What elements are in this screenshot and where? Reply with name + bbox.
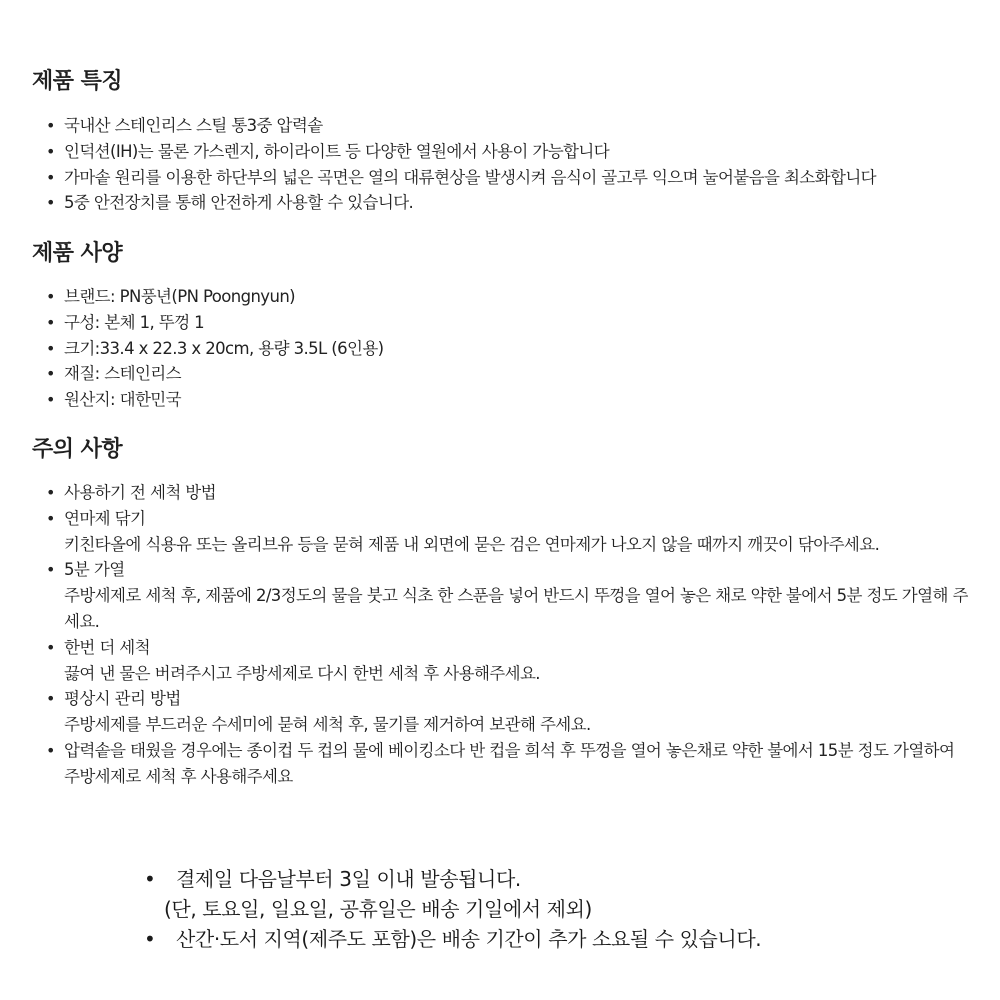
list-item-text: 국내산 스테인리스 스틸 통3중 압력솥: [64, 116, 323, 135]
bullet-icon: •: [46, 689, 55, 709]
list-item-text: 재질: 스테인리스: [64, 364, 181, 384]
bullet-icon: •: [46, 167, 55, 187]
list-item: [32, 165, 876, 191]
shipping-notice: [140, 864, 761, 954]
bullet-icon: •: [144, 867, 156, 891]
bullet-icon: •: [144, 927, 156, 951]
bullet-icon: •: [46, 364, 55, 384]
bullet-icon: •: [46, 287, 55, 306]
list-item-detail: 끓여 낸 물은 버려주시고 주방세제로 다시 한번 세척 후 사용해주세요.: [64, 663, 540, 683]
list-item-detail: 주방세제로 세척 후, 제품에 2/3정도의 물을 붓고 식초 한 스푼을 넣어 반드시 뚜껑을 열어 놓은 채로 약한 불에서 5분 정도 가열해 주세요.: [64, 586, 968, 631]
bullet-icon: •: [46, 141, 55, 161]
bullet-icon: •: [46, 390, 55, 410]
list-item-label: 평상시 관리 방법: [64, 689, 181, 709]
list-item-text: 인덕션(IH)는 물론 가스렌지, 하이라이트 등 다양한 열원에서 사용이 가능합니다: [64, 141, 610, 161]
list-item: [32, 686, 969, 738]
list-item: [32, 387, 384, 413]
list-item: [32, 361, 384, 387]
list-item: [32, 190, 876, 216]
bullet-icon: •: [46, 508, 55, 528]
shipping-text: 결제일 다음날부터 3일 이내 발송됩니다.: [176, 867, 521, 891]
list-item-label: 연마제 닦기: [64, 508, 146, 528]
bullet-icon: •: [46, 116, 55, 135]
list-item-label: 한번 더 세척: [64, 637, 150, 657]
bullet-icon: •: [46, 483, 55, 502]
list-item-text: 크기:33.4 x 22.3 x 20cm, 용량 3.5L (6인용): [64, 338, 384, 358]
bullet-icon: •: [46, 312, 55, 332]
list-item: [140, 864, 761, 924]
list-item-detail: 주방세제를 부드러운 수세미에 묻혀 세척 후, 물기를 제거하여 보관해 주세요.: [64, 715, 591, 735]
shipping-list: [140, 864, 761, 954]
specs-heading: 제품 사양: [32, 241, 123, 266]
list-item: [32, 139, 876, 165]
list-item-text: 5중 안전장치를 통해 안전하게 사용할 수 있습니다.: [64, 193, 414, 213]
list-item-text: 브랜드: PN풍년(PN Poongnyun): [64, 287, 296, 306]
cautions-list: [32, 480, 969, 790]
bullet-icon: •: [46, 740, 55, 760]
list-item-text: 가마솥 원리를 이용한 하단부의 넓은 곡면은 열의 대류현상을 발생시켜 음식이 골고루 익으며 눌어붙음을 최소화합니다: [64, 167, 876, 187]
list-item-text: 구성: 본체 1, 뚜껑 1: [64, 312, 205, 332]
list-item: [32, 310, 384, 336]
list-item: [32, 557, 969, 634]
bullet-icon: •: [46, 193, 55, 213]
list-item-label: 압력솥을 태웠을 경우에는 종이컵 두 컵의 물에 베이킹소다 반 컵을 희석 후 뚜껑을 열어 놓은채로 약한 불에서 15분 정도 가열하여 주방세제로 세척 후 사용해주세요: [64, 740, 955, 786]
shipping-note: (단, 토요일, 일요일, 공휴일은 배송 기일에서 제외): [164, 897, 592, 921]
bullet-icon: •: [46, 637, 55, 657]
shipping-text: 산간·도서 지역(제주도 포함)은 배송 기간이 추가 소요될 수 있습니다.: [176, 927, 762, 951]
list-item: [32, 635, 969, 687]
list-item: [32, 738, 969, 790]
list-item: [32, 336, 384, 362]
bullet-icon: •: [46, 560, 55, 580]
bullet-icon: •: [46, 338, 55, 358]
list-item: [32, 506, 969, 558]
list-item: [32, 284, 384, 310]
list-item-text: 원산지: 대한민국: [64, 390, 181, 410]
list-item: [32, 113, 876, 139]
specs-list: [32, 284, 384, 413]
list-item-label: 사용하기 전 세척 방법: [64, 483, 216, 502]
list-item: [140, 924, 761, 954]
list-item: [32, 480, 969, 506]
features-heading: 제품 특징: [32, 69, 123, 94]
list-item-detail: 키친타올에 식용유 또는 올리브유 등을 묻혀 제품 내 외면에 묻은 검은 연마제가 나오지 않을 때까지 깨끗이 닦아주세요.: [64, 534, 880, 554]
features-list: [32, 113, 876, 216]
cautions-heading: 주의 사항: [32, 437, 123, 462]
list-item-label: 5분 가열: [64, 560, 125, 580]
